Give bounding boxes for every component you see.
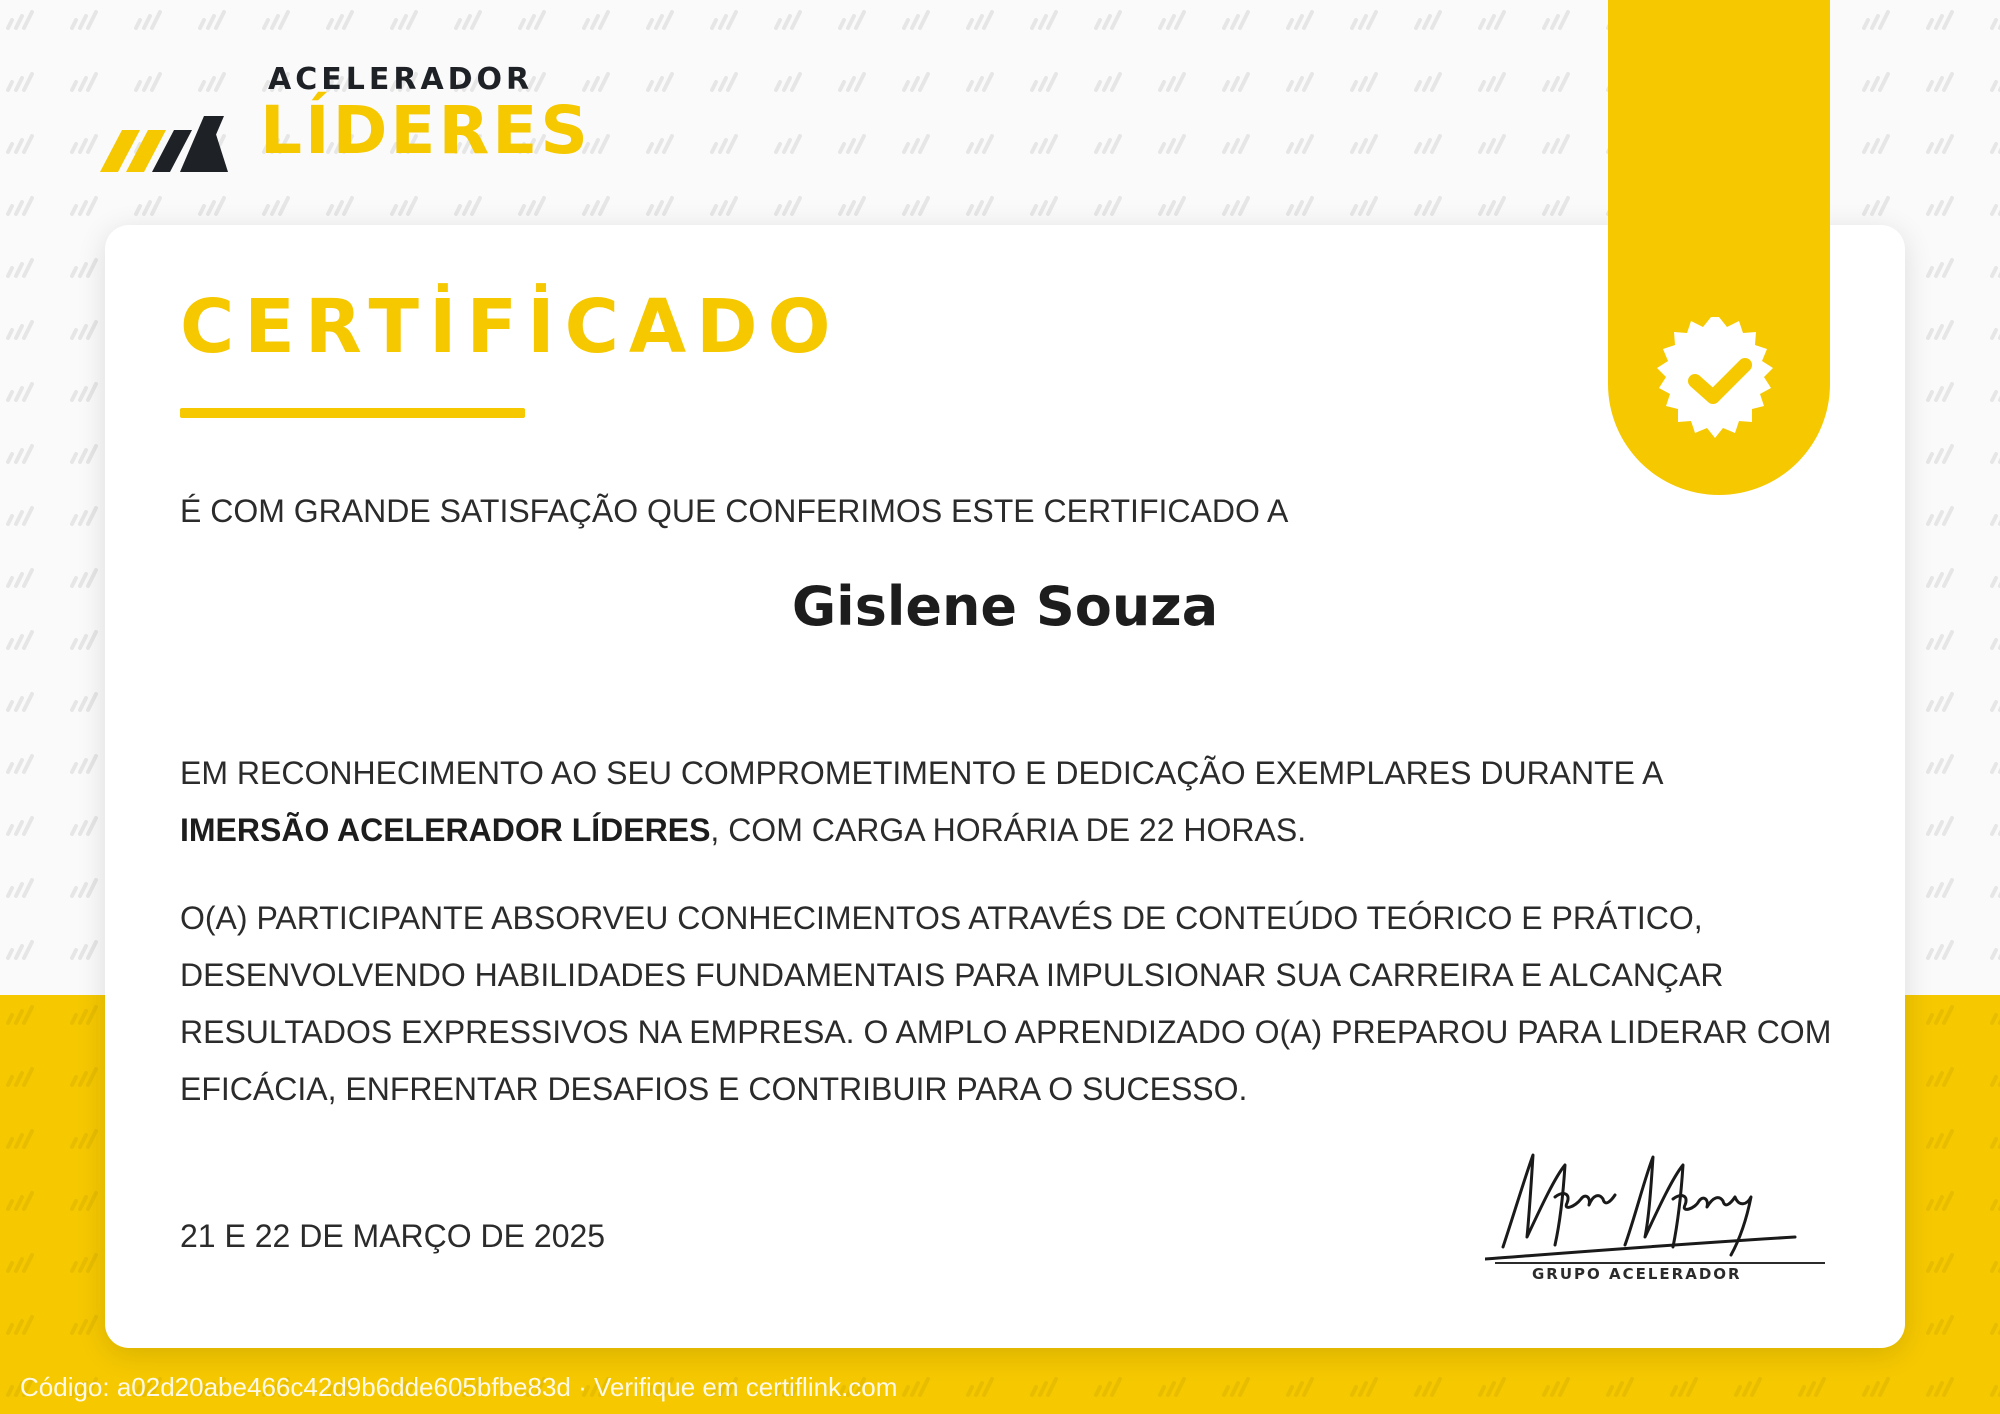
brand-logo (100, 62, 690, 172)
description-paragraph: O(A) PARTICIPANTE ABSORVEU CONHECIMENTOS ATRAVÉS DE CONTEÚDO TEÓRICO E PRÁTICO, DESENVOLVENDO HABILIDADES FUNDAMENTAIS PARA IMPULSIONAR SUA CARREIRA E ALCANÇAR RESULTADOS EXPRESSIVOS NA EMPRESA. O AMPLO APRENDIZADO O(A) PREPAROU PARA LIDERAR COM EFICÁCIA, ENFRENTAR DESAFIOS E CONTRIBUIR PARA O SUCESSO. (180, 900, 1832, 1107)
certificate-title: CERTİFİCADO (180, 284, 841, 370)
recognition-paragraph (180, 745, 1860, 859)
verification-code: Código: a02d20abe466c42d9b6dde605bfbe83d · Verifique em certiflink.com (20, 1372, 898, 1402)
recipient-name: Gislene Souza (791, 575, 1219, 638)
course-name: IMERSÃO ACELERADOR LÍDERES (180, 812, 711, 848)
intro-text: É COM GRANDE SATISFAÇÃO QUE CONFERIMOS ESTE CERTIFICADO A (180, 493, 1289, 529)
seal-check-icon (1653, 315, 1785, 447)
recognition-line1: EM RECONHECIMENTO AO SEU COMPROMETIMENTO E DEDICAÇÃO EXEMPLARES DURANTE A (180, 755, 1664, 791)
title-underline (180, 408, 525, 418)
logo-top-text: ACELERADOR (268, 62, 534, 97)
signature-caption: GRUPO ACELERADOR (1532, 1265, 1742, 1283)
logo-stripes-icon (100, 108, 230, 178)
logo-main-text: LÍDERES (260, 92, 591, 169)
ribbon-banner (1608, 0, 1830, 495)
event-date: 21 E 22 DE MARÇO DE 2025 (180, 1218, 606, 1254)
course-hours: , COM CARGA HORÁRIA DE 22 HORAS. (710, 812, 1307, 848)
